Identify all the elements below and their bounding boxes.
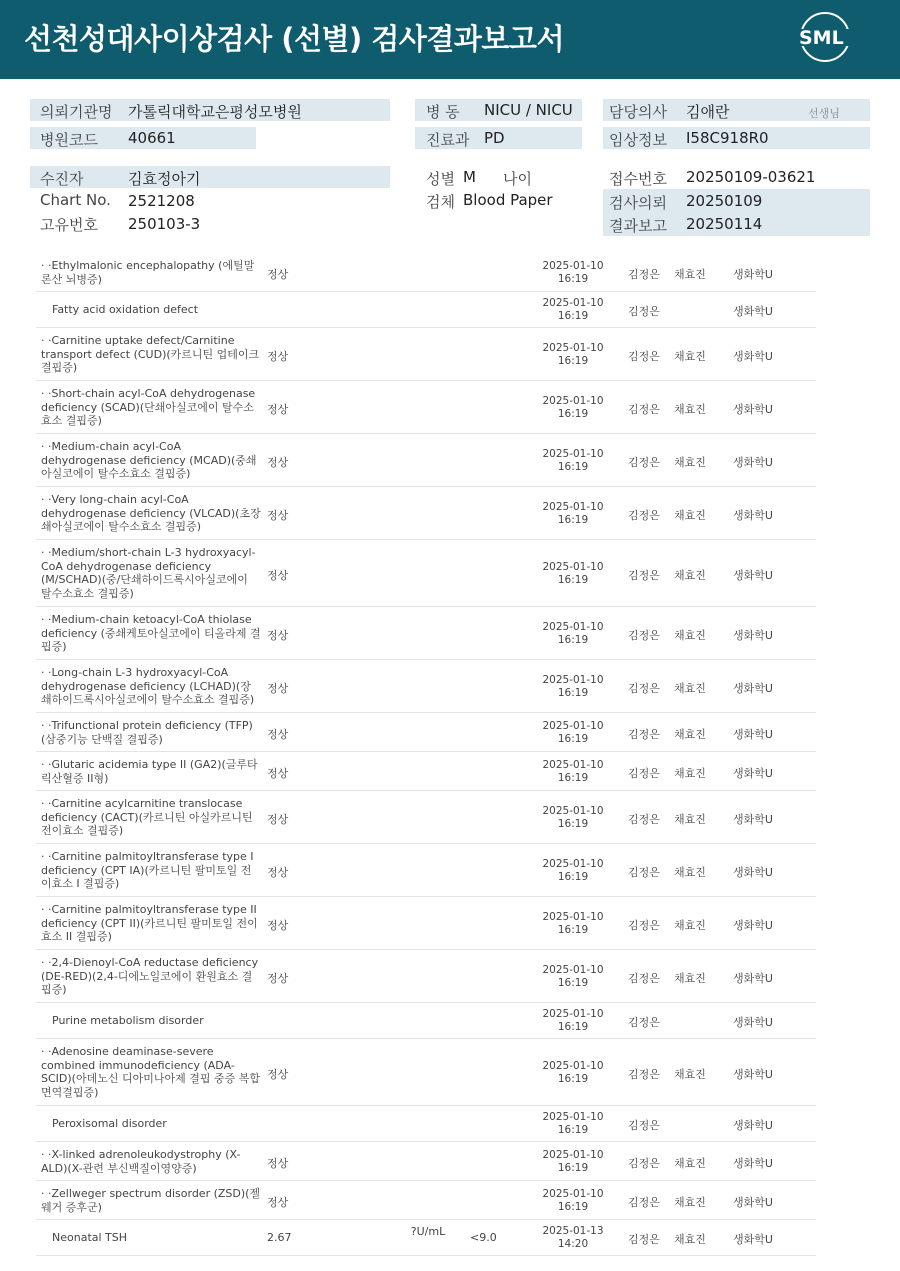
report-time: 16:19	[557, 687, 589, 699]
report-date: 2025-01-10	[542, 1149, 604, 1161]
tester-name: 김정은	[628, 569, 660, 582]
tester-name: 김정은	[628, 403, 660, 416]
chart-label: Chart No.	[40, 191, 111, 209]
tester-name: 김정은	[628, 1016, 660, 1029]
test-name: · ·Carnitine palmitoyltransferase type I deficiency (CPT IA)(카르니틴 팔미토일 전이효소 I 결핍증)	[41, 850, 254, 891]
department: 생화학U	[733, 1233, 773, 1246]
verifier-name: 채효진	[674, 1233, 706, 1246]
result-value: 20250114	[686, 215, 763, 233]
test-name: Fatty acid oxidation defect	[52, 303, 199, 316]
report-datetime	[539, 964, 607, 990]
table-row	[36, 1181, 816, 1220]
report-time: 16:19	[557, 310, 589, 322]
department: 생화학U	[733, 767, 773, 780]
department: 생화학U	[733, 1196, 773, 1209]
report-date: 2025-01-13	[542, 1225, 604, 1237]
table-row	[36, 950, 816, 1003]
report-datetime	[539, 501, 607, 527]
clinical-label: 임상정보	[609, 131, 667, 149]
tester-name: 김정은	[628, 509, 660, 522]
report-date: 2025-01-10	[542, 759, 604, 771]
report-time: 14:20	[557, 1238, 589, 1250]
report-datetime	[539, 674, 607, 700]
verifier-name: 채효진	[674, 972, 706, 985]
tester-name: 김정은	[628, 1119, 660, 1132]
verifier-name: 채효진	[674, 403, 706, 416]
verifier-name: 채효진	[674, 682, 706, 695]
report-datetime	[539, 805, 607, 831]
report-date: 2025-01-10	[542, 448, 604, 460]
test-name: · ·Carnitine uptake defect/Carnitine transport defect (CUD)(카르니틴 업테이크 결핍증)	[41, 334, 260, 375]
report-datetime	[539, 1111, 607, 1137]
table-row	[36, 292, 816, 328]
tester-name: 김정은	[628, 305, 660, 318]
report-date: 2025-01-10	[542, 911, 604, 923]
department: 생화학U	[733, 1119, 773, 1132]
tester-name: 김정은	[628, 1157, 660, 1170]
table-row	[36, 1039, 816, 1106]
table-row	[36, 381, 816, 434]
test-result: 2.67	[267, 1231, 292, 1244]
verifier-name: 채효진	[674, 919, 706, 932]
verifier-name: 채효진	[674, 728, 706, 741]
verifier-name: 채효진	[674, 1068, 706, 1081]
ward-label: 병 동	[426, 103, 460, 121]
sex-value: M	[463, 168, 476, 186]
tester-name: 김정은	[628, 1068, 660, 1081]
verifier-name: 채효진	[674, 350, 706, 363]
department: 생화학U	[733, 919, 773, 932]
verifier-name: 채효진	[674, 268, 706, 281]
report-datetime	[539, 759, 607, 785]
test-result: 정상	[267, 268, 289, 281]
test-result: 정상	[267, 1068, 289, 1081]
test-result: 정상	[267, 813, 289, 826]
test-result: 정상	[267, 403, 289, 416]
reference-range: <9.0	[470, 1231, 497, 1244]
test-result: 정상	[267, 350, 289, 363]
test-name: · ·Carnitine acylcarnitine translocase deficiency (CACT)(카르니틴 아실카르니틴 전이효소 결핍증)	[41, 797, 253, 838]
report-time: 16:19	[557, 461, 589, 473]
test-name: · ·Very long-chain acyl-CoA dehydrogenase deficiency (VLCAD)(초장쇄아실코에이 탈수소효소 결핍증)	[41, 493, 261, 534]
doctor-value: 김애란	[686, 103, 730, 121]
report-time: 16:19	[557, 634, 589, 646]
test-name: · ·2,4-Dienoyl-CoA reductase deficiency (DE-RED)(2,4-디에노일코에이 환원효소 결핍증)	[41, 956, 259, 997]
table-row	[36, 1106, 816, 1142]
chart-value: 2521208	[128, 192, 195, 210]
report-title: 선천성대사이상검사 (선별) 검사결과보고서	[24, 22, 564, 56]
report-date: 2025-01-10	[542, 297, 604, 309]
report-datetime	[539, 561, 607, 587]
department: 생화학U	[733, 569, 773, 582]
report-header	[0, 0, 900, 79]
test-name: Neonatal TSH	[52, 1231, 128, 1244]
department: 생화학U	[733, 509, 773, 522]
report-datetime	[539, 621, 607, 647]
table-row	[36, 660, 816, 713]
test-name: · ·Carnitine palmitoyltransferase type II deficiency (CPT II)(카르니틴 팔미토일 전이효소 II 결핍증)	[41, 903, 258, 944]
report-date: 2025-01-10	[542, 674, 604, 686]
report-datetime	[539, 448, 607, 474]
report-time: 16:19	[557, 273, 589, 285]
request-value: 20250109	[686, 192, 763, 210]
report-time: 16:19	[557, 1162, 589, 1174]
test-result: 정상	[267, 919, 289, 932]
patient-band	[30, 166, 390, 188]
table-row	[36, 487, 816, 540]
department: 생화학U	[733, 972, 773, 985]
table-row	[36, 1142, 816, 1181]
verifier-name: 채효진	[674, 456, 706, 469]
report-datetime	[539, 297, 607, 323]
test-result: 정상	[267, 972, 289, 985]
test-result: 정상	[267, 509, 289, 522]
report-datetime	[539, 1149, 607, 1175]
report-datetime	[539, 1188, 607, 1214]
report-time: 16:19	[557, 818, 589, 830]
report-date: 2025-01-10	[542, 1188, 604, 1200]
department: 생화학U	[733, 813, 773, 826]
report-date: 2025-01-10	[542, 621, 604, 633]
table-row	[36, 713, 816, 752]
hospital-code-label: 병원코드	[40, 131, 98, 149]
dept-value: PD	[484, 129, 505, 147]
report-time: 16:19	[557, 733, 589, 745]
report-date: 2025-01-10	[542, 720, 604, 732]
age-label: 나이	[503, 170, 532, 188]
test-name: · ·Medium-chain acyl-CoA dehydrogenase deficiency (MCAD)(중쇄아실코에이 탈수소효소 결핍증)	[41, 440, 257, 481]
department: 생화학U	[733, 1157, 773, 1170]
test-name: · ·X-linked adrenoleukodystrophy (X-ALD)(X-관련 부신백질이영양증)	[41, 1148, 241, 1175]
test-name: · ·Trifunctional protein deficiency (TFP)(삼중기능 단백질 결핍증)	[41, 719, 253, 746]
report-datetime	[539, 1225, 607, 1251]
table-row	[36, 607, 816, 660]
tester-name: 김정은	[628, 1196, 660, 1209]
test-name: · ·Medium/short-chain L-3 hydroxyacyl-CoA dehydrogenase deficiency (M/SCHAD)(중/단쇄하이드록시아실코에이 탈수소효소 결핍증)	[41, 546, 256, 600]
table-row	[36, 791, 816, 844]
department: 생화학U	[733, 456, 773, 469]
department: 생화학U	[733, 629, 773, 642]
patient-label: 수진자	[40, 170, 84, 188]
table-row	[36, 752, 816, 791]
department: 생화학U	[733, 1068, 773, 1081]
table-row	[36, 844, 816, 897]
department: 생화학U	[733, 682, 773, 695]
logo-text: SML	[799, 27, 844, 49]
sex-label: 성별	[426, 170, 455, 188]
test-result: 정상	[267, 629, 289, 642]
request-label: 검사의뢰	[609, 194, 667, 212]
verifier-name: 채효진	[674, 509, 706, 522]
report-time: 16:19	[557, 924, 589, 936]
tester-name: 김정은	[628, 268, 660, 281]
report-time: 16:19	[557, 977, 589, 989]
ward-value: NICU / NICU	[484, 101, 573, 119]
verifier-name: 채효진	[674, 1157, 706, 1170]
hospital-code-value: 40661	[128, 129, 176, 147]
report-time: 16:19	[557, 772, 589, 784]
sml-logo	[796, 12, 856, 68]
report-date: 2025-01-10	[542, 964, 604, 976]
receipt-value: 20250109-03621	[686, 168, 816, 186]
report-date: 2025-01-10	[542, 1008, 604, 1020]
results-table	[36, 253, 816, 1256]
test-result: 정상	[267, 456, 289, 469]
unique-label: 고유번호	[40, 216, 98, 234]
department: 생화학U	[733, 1016, 773, 1029]
table-row	[36, 540, 816, 607]
tester-name: 김정은	[628, 728, 660, 741]
clinical-value: I58C918R0	[686, 129, 769, 147]
verifier-name: 채효진	[674, 1196, 706, 1209]
test-result: 정상	[267, 569, 289, 582]
tester-name: 김정은	[628, 1233, 660, 1246]
verifier-name: 채효진	[674, 569, 706, 582]
department: 생화학U	[733, 350, 773, 363]
receipt-label: 접수번호	[609, 170, 667, 188]
test-name: · ·Zellweger spectrum disorder (ZSD)(젤웨거 증후군)	[41, 1187, 261, 1214]
report-datetime	[539, 911, 607, 937]
report-time: 16:19	[557, 408, 589, 420]
report-datetime	[539, 1060, 607, 1086]
test-name: · ·Short-chain acyl-CoA dehydrogenase deficiency (SCAD)(단쇄아실코에이 탈수소효소 결핍증)	[41, 387, 256, 428]
table-row	[36, 1003, 816, 1039]
test-name: · ·Glutaric acidemia type II (GA2)(글루타릭산혈증 II형)	[41, 758, 258, 785]
table-row	[36, 1220, 816, 1256]
specimen-value: Blood Paper	[463, 191, 553, 209]
doctor-suffix: 선생님	[808, 107, 840, 120]
verifier-name: 채효진	[674, 629, 706, 642]
report-date: 2025-01-10	[542, 1111, 604, 1123]
test-result: 정상	[267, 728, 289, 741]
report-time: 16:19	[557, 574, 589, 586]
tester-name: 김정은	[628, 767, 660, 780]
patient-value: 김효정아기	[128, 170, 201, 188]
report-time: 16:19	[557, 1021, 589, 1033]
result-label: 결과보고	[609, 217, 667, 235]
verifier-name: 채효진	[674, 813, 706, 826]
test-name: · ·Adenosine deaminase-severe combined immunodeficiency (ADA-SCID)(아데노신 디아미나아제 결핍 중증 복합면역결핍증)	[41, 1045, 260, 1099]
institution-value: 가톨릭대학교은평성모병원	[128, 103, 302, 121]
report-date: 2025-01-10	[542, 260, 604, 272]
test-name: · ·Medium-chain ketoacyl-CoA thiolase deficiency (중쇄케토아실코에이 티올라제 결핍증)	[41, 613, 261, 654]
tester-name: 김정은	[628, 682, 660, 695]
test-name: Peroxisomal disorder	[52, 1117, 167, 1130]
report-datetime	[539, 342, 607, 368]
report-date: 2025-01-10	[542, 858, 604, 870]
report-time: 16:19	[557, 1073, 589, 1085]
tester-name: 김정은	[628, 350, 660, 363]
report-datetime	[539, 720, 607, 746]
department: 생화학U	[733, 728, 773, 741]
test-result: 정상	[267, 1157, 289, 1170]
tester-name: 김정은	[628, 866, 660, 879]
report-date: 2025-01-10	[542, 805, 604, 817]
report-date: 2025-01-10	[542, 1060, 604, 1072]
table-row	[36, 434, 816, 487]
report-time: 16:19	[557, 355, 589, 367]
test-name: · ·Ethylmalonic encephalopathy (에틸말론산 뇌병증)	[41, 259, 255, 286]
report-datetime	[539, 1008, 607, 1034]
report-datetime	[539, 395, 607, 421]
report-date: 2025-01-10	[542, 342, 604, 354]
specimen-label: 검체	[426, 193, 455, 211]
test-result: 정상	[267, 682, 289, 695]
institution-label: 의뢰기관명	[40, 103, 113, 121]
test-name: Purine metabolism disorder	[52, 1014, 204, 1027]
test-unit: ?U/mL	[410, 1225, 446, 1238]
verifier-name: 채효진	[674, 767, 706, 780]
tester-name: 김정은	[628, 629, 660, 642]
test-result: 정상	[267, 767, 289, 780]
department: 생화학U	[733, 866, 773, 879]
report-time: 16:19	[557, 871, 589, 883]
report-date: 2025-01-10	[542, 501, 604, 513]
tester-name: 김정은	[628, 813, 660, 826]
table-row	[36, 253, 816, 292]
report-time: 16:19	[557, 514, 589, 526]
department: 생화학U	[733, 268, 773, 281]
report-datetime	[539, 260, 607, 286]
report-time: 16:19	[557, 1124, 589, 1136]
test-result: 정상	[267, 866, 289, 879]
tester-name: 김정은	[628, 456, 660, 469]
table-row	[36, 328, 816, 381]
verifier-name: 채효진	[674, 866, 706, 879]
tester-name: 김정은	[628, 919, 660, 932]
tester-name: 김정은	[628, 972, 660, 985]
report-time: 16:19	[557, 1201, 589, 1213]
report-date: 2025-01-10	[542, 561, 604, 573]
report-datetime	[539, 858, 607, 884]
test-result: 정상	[267, 1196, 289, 1209]
unique-value: 250103-3	[128, 215, 201, 233]
table-row	[36, 897, 816, 950]
department: 생화학U	[733, 403, 773, 416]
department: 생화학U	[733, 305, 773, 318]
dept-label: 진료과	[426, 131, 470, 149]
test-name: · ·Long-chain L-3 hydroxyacyl-CoA dehydrogenase deficiency (LCHAD)(장쇄하이드록시아실코에이 탈수소효소 결핍증)	[41, 666, 255, 707]
report-date: 2025-01-10	[542, 395, 604, 407]
doctor-label: 담당의사	[609, 103, 667, 121]
